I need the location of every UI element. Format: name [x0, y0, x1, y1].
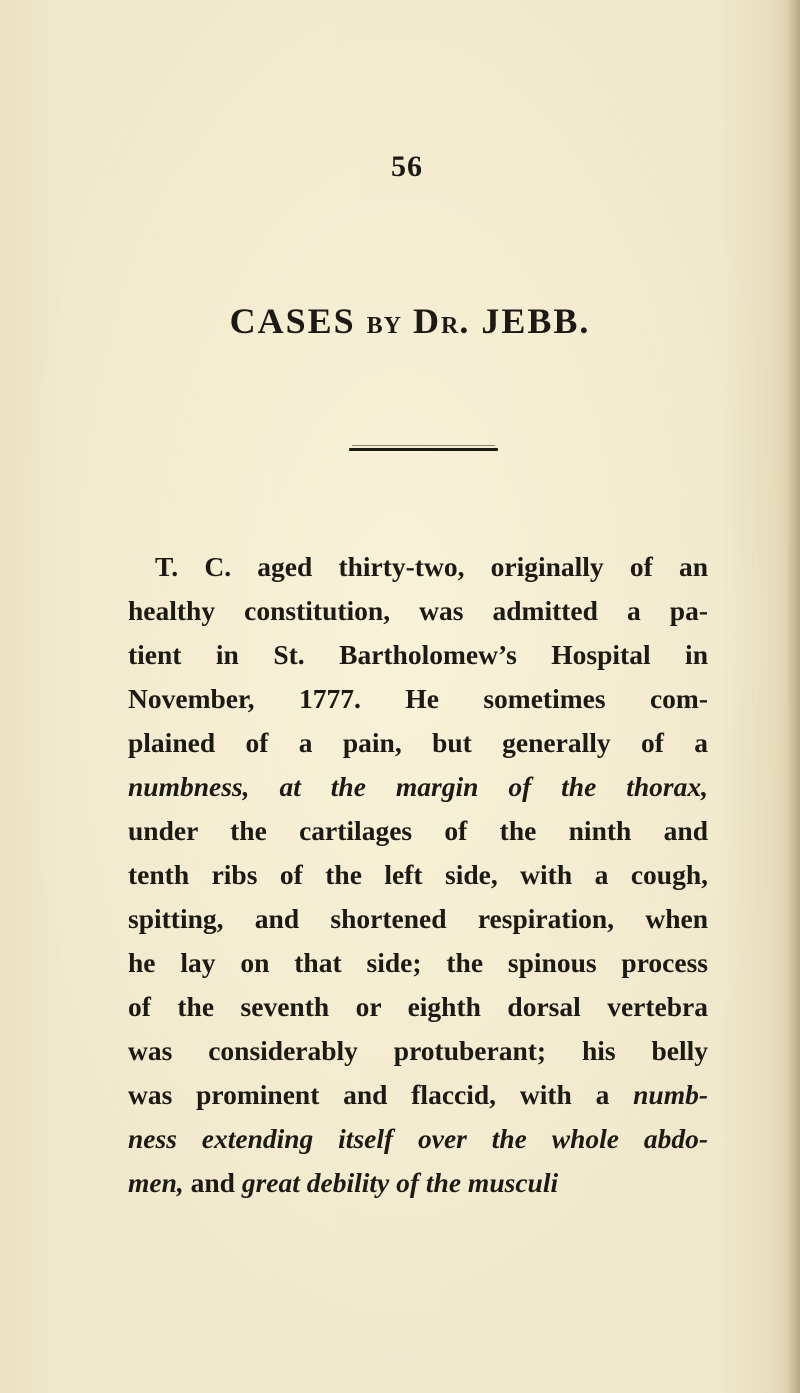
text-line: [128, 677, 708, 721]
case-paragraph: [128, 545, 708, 1205]
text-line: [128, 941, 708, 985]
text-line: [128, 1161, 708, 1205]
heading-dr-r: R: [441, 313, 460, 339]
text-line: [128, 1073, 708, 1117]
text-segment: he lay on that side; the spinous process: [128, 947, 708, 978]
section-heading: [0, 300, 800, 342]
heading-cases: CASES: [229, 301, 367, 341]
text-line: [128, 1029, 708, 1073]
text-line: [128, 897, 708, 941]
text-line: [128, 633, 708, 677]
text-segment: under the cartilages of the ninth and: [128, 815, 708, 846]
text-segment: November, 1777. He sometimes com-: [128, 683, 708, 714]
text-segment: plained of a pain, but generally of a: [128, 727, 708, 758]
italic-text: ness extending itself over the whole abdo-: [128, 1123, 708, 1154]
page-number: 56: [391, 150, 423, 183]
text-segment: spitting, and shortened respiration, when: [128, 903, 708, 934]
text-line: [128, 589, 708, 633]
text-segment: was prominent and flaccid, with a: [128, 1079, 634, 1110]
italic-text: men,: [128, 1167, 191, 1198]
text-segment: tenth ribs of the left side, with a cough,: [128, 859, 708, 890]
divider-rule: [349, 448, 498, 451]
italic-text: numbness, at the margin of the thorax,: [128, 771, 708, 802]
text-segment: tient in St. Bartholomew’s Hospital in: [128, 639, 708, 670]
text-line: [128, 545, 708, 589]
text-segment: and: [190, 1167, 242, 1198]
divider-rule-thin: [352, 445, 495, 446]
heading-by: BY: [366, 313, 402, 339]
text-segment: T. C. aged thirty-two, originally of an: [155, 551, 708, 582]
text-line: [128, 721, 708, 765]
text-segment: of the seventh or eighth dorsal vertebra: [128, 991, 708, 1022]
text-segment: was considerably protuberant; his belly: [128, 1035, 708, 1066]
italic-text: great debility of the musculi: [241, 1167, 559, 1198]
text-segment: healthy constitution, was admitted a pa-: [128, 595, 708, 626]
heading-dr-d: D: [402, 301, 441, 341]
text-line: [128, 765, 708, 809]
text-line: [128, 1117, 708, 1161]
text-line: [128, 853, 708, 897]
text-line: [128, 985, 708, 1029]
italic-text: numb-: [633, 1079, 708, 1110]
text-line: [128, 809, 708, 853]
page-edge-shadow: [786, 0, 800, 1393]
heading-jebb: . JEBB.: [459, 301, 591, 341]
